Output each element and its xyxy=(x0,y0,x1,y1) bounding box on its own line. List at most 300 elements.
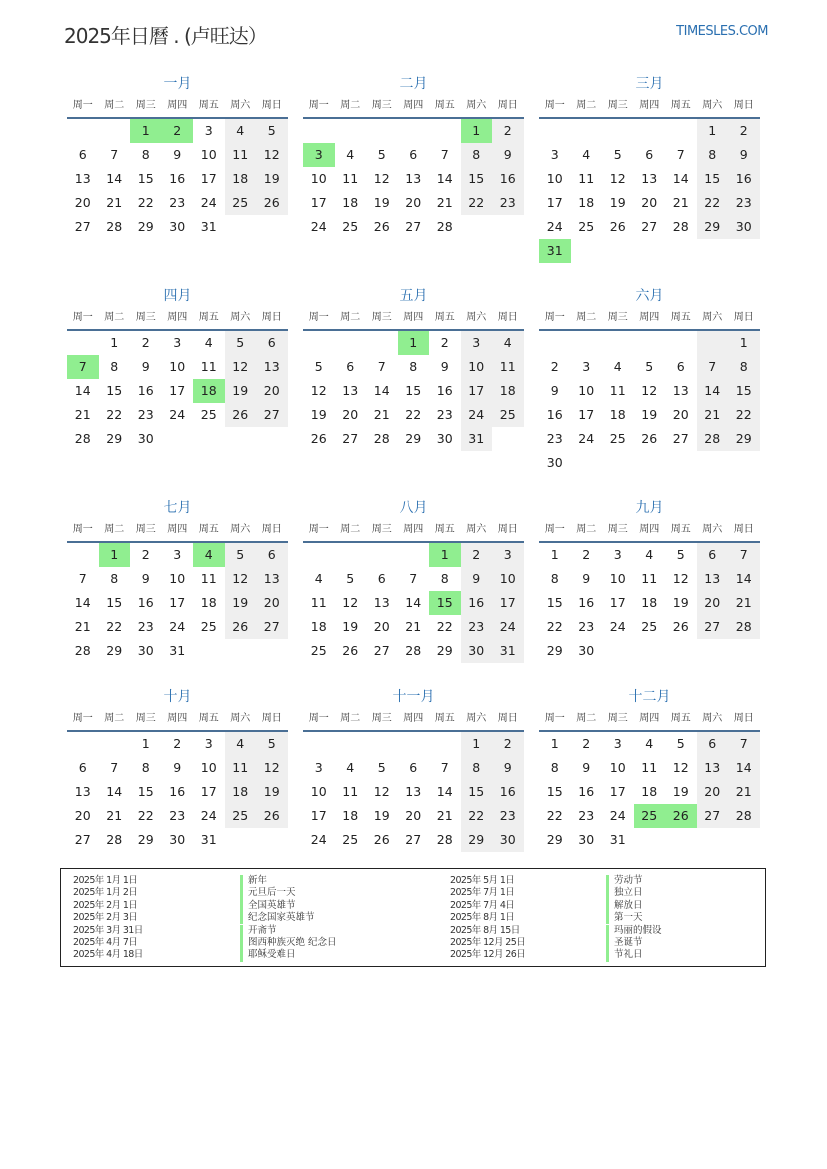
holiday-name: 纪念国家英雄节 xyxy=(240,912,315,924)
holiday-name: 劳动节 xyxy=(606,875,643,887)
day-cell: 18 xyxy=(492,379,524,403)
day-cell: 16 xyxy=(578,595,595,610)
weekday-label: 周四 xyxy=(167,100,188,111)
day-cell: 27 xyxy=(74,832,91,847)
day-cell: 27 xyxy=(74,219,91,234)
day-cell: 11 xyxy=(225,143,257,167)
day-cell: 2 xyxy=(492,119,524,143)
weekday-label: 周三 xyxy=(135,524,156,535)
empty-cell xyxy=(256,639,288,663)
month-name: 四月 xyxy=(163,288,192,304)
day-cell: 6 xyxy=(645,147,654,162)
day-grid xyxy=(303,732,524,852)
day-cell: 13 xyxy=(672,383,689,398)
day-cell: 16 xyxy=(169,784,186,799)
day-cell: 5 xyxy=(314,359,323,374)
empty-cell xyxy=(602,331,634,355)
day-cell: 3 xyxy=(204,123,213,138)
weekday-label: 周二 xyxy=(104,524,125,535)
holiday-name: 元旦后一天 xyxy=(240,887,296,899)
holiday-date: 2025年 7月 4日 xyxy=(450,899,515,911)
month-name: 十二月 xyxy=(628,689,671,705)
day-cell: 26 xyxy=(342,643,359,658)
holiday-date: 2025年 2月 1日 xyxy=(73,899,138,911)
day-cell: 4 xyxy=(492,331,524,355)
day-cell: 23 xyxy=(578,619,595,634)
day-cell: 26 xyxy=(225,403,257,427)
holiday-name: 解放日 xyxy=(606,900,643,912)
day-cell: 28 xyxy=(405,643,422,658)
day-cell: 11 xyxy=(225,756,257,780)
day-cell: 25 xyxy=(310,643,327,658)
empty-cell xyxy=(634,331,666,355)
day-cell: 19 xyxy=(225,591,257,615)
weekday-label: 周五 xyxy=(198,100,219,111)
day-cell: 17 xyxy=(169,595,186,610)
day-cell: 31 xyxy=(200,219,217,234)
day-cell: 1 xyxy=(429,543,461,567)
day-cell: 13 xyxy=(373,595,390,610)
day-cell: 13 xyxy=(405,784,422,799)
day-cell: 20 xyxy=(342,407,359,422)
month-block xyxy=(303,497,524,663)
day-cell: 2 xyxy=(173,736,182,751)
day-cell: 21 xyxy=(436,195,453,210)
weekday-label: 周二 xyxy=(340,312,361,323)
day-cell: 9 xyxy=(550,383,559,398)
day-cell: 31 xyxy=(492,639,524,663)
day-cell: 29 xyxy=(546,832,563,847)
day-cell: 5 xyxy=(225,543,257,567)
day-cell: 19 xyxy=(641,407,658,422)
weekday-label: 周四 xyxy=(639,713,660,724)
day-cell: 3 xyxy=(204,736,213,751)
day-cell: 21 xyxy=(106,808,123,823)
month-block xyxy=(539,285,760,475)
day-cell: 12 xyxy=(225,355,257,379)
day-cell: 19 xyxy=(672,784,689,799)
weekday-label: 周日 xyxy=(733,713,754,724)
weekday-label: 周一 xyxy=(72,312,93,323)
empty-cell xyxy=(571,451,603,475)
weekday-label: 周五 xyxy=(670,524,691,535)
day-cell: 23 xyxy=(492,804,524,828)
day-cell: 14 xyxy=(74,383,91,398)
day-cell: 7 xyxy=(110,147,119,162)
day-cell: 6 xyxy=(78,147,87,162)
day-cell: 18 xyxy=(609,407,626,422)
weekday-label: 周五 xyxy=(198,713,219,724)
empty-cell xyxy=(303,331,335,355)
weekday-label: 周四 xyxy=(403,100,424,111)
day-cell: 12 xyxy=(373,784,390,799)
day-cell: 27 xyxy=(641,219,658,234)
day-cell: 19 xyxy=(609,195,626,210)
day-cell: 22 xyxy=(137,195,154,210)
empty-cell xyxy=(193,639,225,663)
day-cell: 12 xyxy=(342,595,359,610)
day-cell: 16 xyxy=(137,595,154,610)
day-cell: 23 xyxy=(492,191,524,215)
holiday-date: 2025年 1月 2日 xyxy=(73,887,138,899)
month-name: 一月 xyxy=(163,76,192,92)
day-cell: 4 xyxy=(613,359,622,374)
day-cell: 22 xyxy=(461,804,493,828)
day-cell: 14 xyxy=(74,595,91,610)
day-cell: 16 xyxy=(436,383,453,398)
weekday-label: 周五 xyxy=(434,524,455,535)
day-cell: 2 xyxy=(141,335,150,350)
day-cell: 30 xyxy=(169,832,186,847)
weekday-header xyxy=(539,307,760,331)
weekday-label: 周二 xyxy=(576,312,597,323)
month-block xyxy=(67,73,288,239)
day-cell: 19 xyxy=(373,195,390,210)
day-cell: 5 xyxy=(645,359,654,374)
empty-cell xyxy=(728,639,760,663)
day-cell: 1 xyxy=(461,119,493,143)
day-cell: 30 xyxy=(492,828,524,852)
empty-cell xyxy=(67,732,99,756)
day-cell: 3 xyxy=(582,359,591,374)
weekday-label: 周一 xyxy=(308,713,329,724)
month-block xyxy=(539,686,760,852)
weekday-label: 周二 xyxy=(576,100,597,111)
day-cell: 19 xyxy=(225,379,257,403)
holiday-date: 2025年 4月 18日 xyxy=(73,949,143,961)
month-name: 三月 xyxy=(635,76,664,92)
day-cell: 8 xyxy=(550,571,559,586)
holiday-name: 节礼日 xyxy=(606,949,643,961)
day-cell: 11 xyxy=(310,595,327,610)
day-cell: 7 xyxy=(67,355,99,379)
day-cell: 12 xyxy=(672,571,689,586)
day-cell: 24 xyxy=(169,619,186,634)
day-cell: 2 xyxy=(492,732,524,756)
weekday-label: 周三 xyxy=(607,524,628,535)
day-cell: 27 xyxy=(342,431,359,446)
day-cell: 8 xyxy=(409,359,418,374)
day-cell: 14 xyxy=(697,379,729,403)
day-cell: 20 xyxy=(672,407,689,422)
day-cell: 19 xyxy=(256,780,288,804)
weekday-label: 周三 xyxy=(135,713,156,724)
day-cell: 25 xyxy=(609,431,626,446)
day-cell: 31 xyxy=(461,427,493,451)
weekday-label: 周一 xyxy=(308,100,329,111)
empty-cell xyxy=(665,331,697,355)
day-cell: 3 xyxy=(173,547,182,562)
empty-cell xyxy=(429,119,461,143)
month-block xyxy=(539,73,760,263)
day-cell: 6 xyxy=(697,543,729,567)
day-cell: 28 xyxy=(74,431,91,446)
day-cell: 20 xyxy=(697,780,729,804)
day-cell: 6 xyxy=(78,760,87,775)
day-cell: 15 xyxy=(697,167,729,191)
month-name: 十月 xyxy=(163,689,192,705)
weekday-label: 周一 xyxy=(544,713,565,724)
day-cell: 4 xyxy=(204,335,213,350)
weekday-label: 周一 xyxy=(544,524,565,535)
day-cell: 6 xyxy=(409,147,418,162)
day-cell: 14 xyxy=(728,756,760,780)
day-cell: 23 xyxy=(728,191,760,215)
day-cell: 3 xyxy=(613,736,622,751)
day-cell: 11 xyxy=(200,359,217,374)
weekday-label: 周日 xyxy=(497,100,518,111)
empty-cell xyxy=(256,828,288,852)
day-cell: 28 xyxy=(106,219,123,234)
empty-cell xyxy=(225,639,257,663)
weekday-label: 周日 xyxy=(733,100,754,111)
day-cell: 24 xyxy=(609,808,626,823)
day-cell: 8 xyxy=(461,143,493,167)
day-cell: 11 xyxy=(578,171,595,186)
day-cell: 25 xyxy=(342,219,359,234)
empty-cell xyxy=(162,427,194,451)
day-cell: 27 xyxy=(405,832,422,847)
day-cell: 10 xyxy=(546,171,563,186)
empty-cell xyxy=(539,119,571,143)
empty-cell xyxy=(571,331,603,355)
day-cell: 21 xyxy=(74,619,91,634)
empty-cell xyxy=(225,215,257,239)
holiday-name: 耶稣受难日 xyxy=(240,949,296,961)
weekday-label: 周三 xyxy=(607,312,628,323)
day-cell: 23 xyxy=(137,619,154,634)
day-cell: 8 xyxy=(110,571,119,586)
holiday-date: 2025年 12月 25日 xyxy=(450,937,526,948)
empty-cell xyxy=(67,331,99,355)
weekday-label: 周日 xyxy=(261,713,282,724)
day-cell: 9 xyxy=(582,571,591,586)
weekday-label: 周二 xyxy=(104,312,125,323)
day-cell: 12 xyxy=(256,756,288,780)
weekday-label: 周日 xyxy=(497,713,518,724)
day-cell: 25 xyxy=(225,191,257,215)
weekday-header xyxy=(303,307,524,331)
day-cell: 30 xyxy=(137,643,154,658)
day-cell: 10 xyxy=(492,567,524,591)
weekday-header xyxy=(539,95,760,119)
empty-cell xyxy=(602,239,634,263)
month-name: 五月 xyxy=(399,288,428,304)
day-cell: 26 xyxy=(225,615,257,639)
weekday-header xyxy=(67,708,288,732)
empty-cell xyxy=(398,732,430,756)
day-cell: 20 xyxy=(256,591,288,615)
weekday-label: 周五 xyxy=(670,713,691,724)
weekday-label: 周三 xyxy=(607,713,628,724)
day-cell: 4 xyxy=(314,571,323,586)
weekday-label: 周五 xyxy=(198,524,219,535)
day-cell: 25 xyxy=(200,407,217,422)
day-cell: 17 xyxy=(200,171,217,186)
empty-cell xyxy=(602,451,634,475)
day-cell: 10 xyxy=(609,760,626,775)
day-cell: 24 xyxy=(310,219,327,234)
empty-cell xyxy=(571,119,603,143)
day-cell: 23 xyxy=(137,407,154,422)
day-cell: 14 xyxy=(728,567,760,591)
month-name: 七月 xyxy=(163,500,192,516)
site-link[interactable]: TIMESLES.COM xyxy=(676,24,768,39)
day-cell: 7 xyxy=(697,355,729,379)
holiday-name: 玛丽的假设 xyxy=(606,925,662,937)
day-cell: 27 xyxy=(373,643,390,658)
day-cell: 15 xyxy=(461,780,493,804)
day-cell: 5 xyxy=(256,732,288,756)
empty-cell xyxy=(366,331,398,355)
weekday-label: 周二 xyxy=(340,524,361,535)
day-cell: 10 xyxy=(169,571,186,586)
empty-cell xyxy=(99,732,131,756)
month-block xyxy=(303,285,524,451)
day-cell: 11 xyxy=(609,383,626,398)
day-cell: 2 xyxy=(440,335,449,350)
weekday-label: 周三 xyxy=(135,312,156,323)
empty-cell xyxy=(602,119,634,143)
day-cell: 16 xyxy=(492,780,524,804)
day-cell: 24 xyxy=(169,407,186,422)
day-cell: 29 xyxy=(137,219,154,234)
day-cell: 19 xyxy=(342,619,359,634)
day-cell: 29 xyxy=(461,828,493,852)
day-cell: 2 xyxy=(141,547,150,562)
day-cell: 5 xyxy=(613,147,622,162)
day-cell: 27 xyxy=(697,804,729,828)
empty-cell xyxy=(461,215,493,239)
empty-cell xyxy=(665,451,697,475)
day-cell: 2 xyxy=(582,736,591,751)
weekday-label: 周二 xyxy=(340,713,361,724)
day-cell: 26 xyxy=(609,219,626,234)
empty-cell xyxy=(398,119,430,143)
day-cell: 16 xyxy=(137,383,154,398)
day-cell: 2 xyxy=(461,543,493,567)
weekday-label: 周四 xyxy=(639,100,660,111)
holiday-date: 2025年 2月 3日 xyxy=(73,912,138,924)
day-cell: 21 xyxy=(672,195,689,210)
day-cell: 18 xyxy=(641,784,658,799)
weekday-label: 周三 xyxy=(607,100,628,111)
empty-cell xyxy=(634,639,666,663)
day-cell: 13 xyxy=(256,355,288,379)
day-cell: 22 xyxy=(106,619,123,634)
empty-cell xyxy=(634,828,666,852)
day-cell: 3 xyxy=(314,760,323,775)
day-cell: 17 xyxy=(310,195,327,210)
day-cell: 29 xyxy=(436,643,453,658)
day-cell: 12 xyxy=(641,383,658,398)
month-block xyxy=(539,497,760,663)
day-cell: 14 xyxy=(436,784,453,799)
month-name: 八月 xyxy=(399,500,428,516)
empty-cell xyxy=(225,828,257,852)
day-cell: 30 xyxy=(436,431,453,446)
weekday-label: 周五 xyxy=(434,100,455,111)
day-cell: 17 xyxy=(609,595,626,610)
day-cell: 28 xyxy=(728,804,760,828)
day-cell: 18 xyxy=(578,195,595,210)
day-cell: 24 xyxy=(492,615,524,639)
holiday-name: 新年 xyxy=(240,875,267,887)
day-cell: 14 xyxy=(405,595,422,610)
weekday-label: 周四 xyxy=(639,524,660,535)
weekday-label: 周一 xyxy=(308,312,329,323)
day-cell: 17 xyxy=(492,591,524,615)
day-cell: 7 xyxy=(78,571,87,586)
empty-cell xyxy=(492,427,524,451)
weekday-label: 周六 xyxy=(466,312,487,323)
day-cell: 29 xyxy=(697,215,729,239)
day-cell: 15 xyxy=(546,595,563,610)
day-cell: 29 xyxy=(405,431,422,446)
empty-cell xyxy=(665,119,697,143)
weekday-label: 周四 xyxy=(403,713,424,724)
day-cell: 2 xyxy=(162,119,194,143)
day-cell: 5 xyxy=(256,119,288,143)
empty-cell xyxy=(303,732,335,756)
day-cell: 21 xyxy=(74,407,91,422)
weekday-label: 周日 xyxy=(733,312,754,323)
weekday-label: 周一 xyxy=(72,524,93,535)
day-cell: 8 xyxy=(697,143,729,167)
empty-cell xyxy=(728,828,760,852)
day-cell: 7 xyxy=(728,732,760,756)
day-grid xyxy=(539,119,760,263)
day-cell: 10 xyxy=(578,383,595,398)
day-cell: 26 xyxy=(256,804,288,828)
month-block xyxy=(303,686,524,852)
day-cell: 3 xyxy=(173,335,182,350)
day-cell: 23 xyxy=(546,431,563,446)
day-cell: 28 xyxy=(697,427,729,451)
weekday-label: 周三 xyxy=(371,524,392,535)
day-cell: 23 xyxy=(578,808,595,823)
day-cell: 27 xyxy=(697,615,729,639)
day-cell: 20 xyxy=(373,619,390,634)
day-cell: 25 xyxy=(634,804,666,828)
empty-cell xyxy=(335,732,367,756)
day-cell: 18 xyxy=(200,595,217,610)
month-name: 九月 xyxy=(635,500,664,516)
day-cell: 28 xyxy=(436,219,453,234)
day-cell: 30 xyxy=(578,832,595,847)
day-cell: 26 xyxy=(256,191,288,215)
holiday-date: 2025年 8月 1日 xyxy=(450,912,515,924)
day-cell: 8 xyxy=(728,355,760,379)
page-title: 2025年日曆 . (卢旺达） xyxy=(64,24,267,48)
empty-cell xyxy=(634,239,666,263)
weekday-header xyxy=(303,708,524,732)
day-cell: 9 xyxy=(173,760,182,775)
day-cell: 5 xyxy=(377,760,386,775)
empty-cell xyxy=(539,331,571,355)
month-block xyxy=(303,73,524,239)
weekday-header xyxy=(303,95,524,119)
day-cell: 5 xyxy=(377,147,386,162)
day-cell: 12 xyxy=(310,383,327,398)
weekday-label: 周六 xyxy=(702,524,723,535)
day-cell: 16 xyxy=(461,591,493,615)
holiday-name: 图西种族灭绝 纪念日 xyxy=(240,937,337,949)
day-cell: 29 xyxy=(546,643,563,658)
day-cell: 27 xyxy=(256,615,288,639)
day-cell: 28 xyxy=(373,431,390,446)
day-cell: 20 xyxy=(641,195,658,210)
